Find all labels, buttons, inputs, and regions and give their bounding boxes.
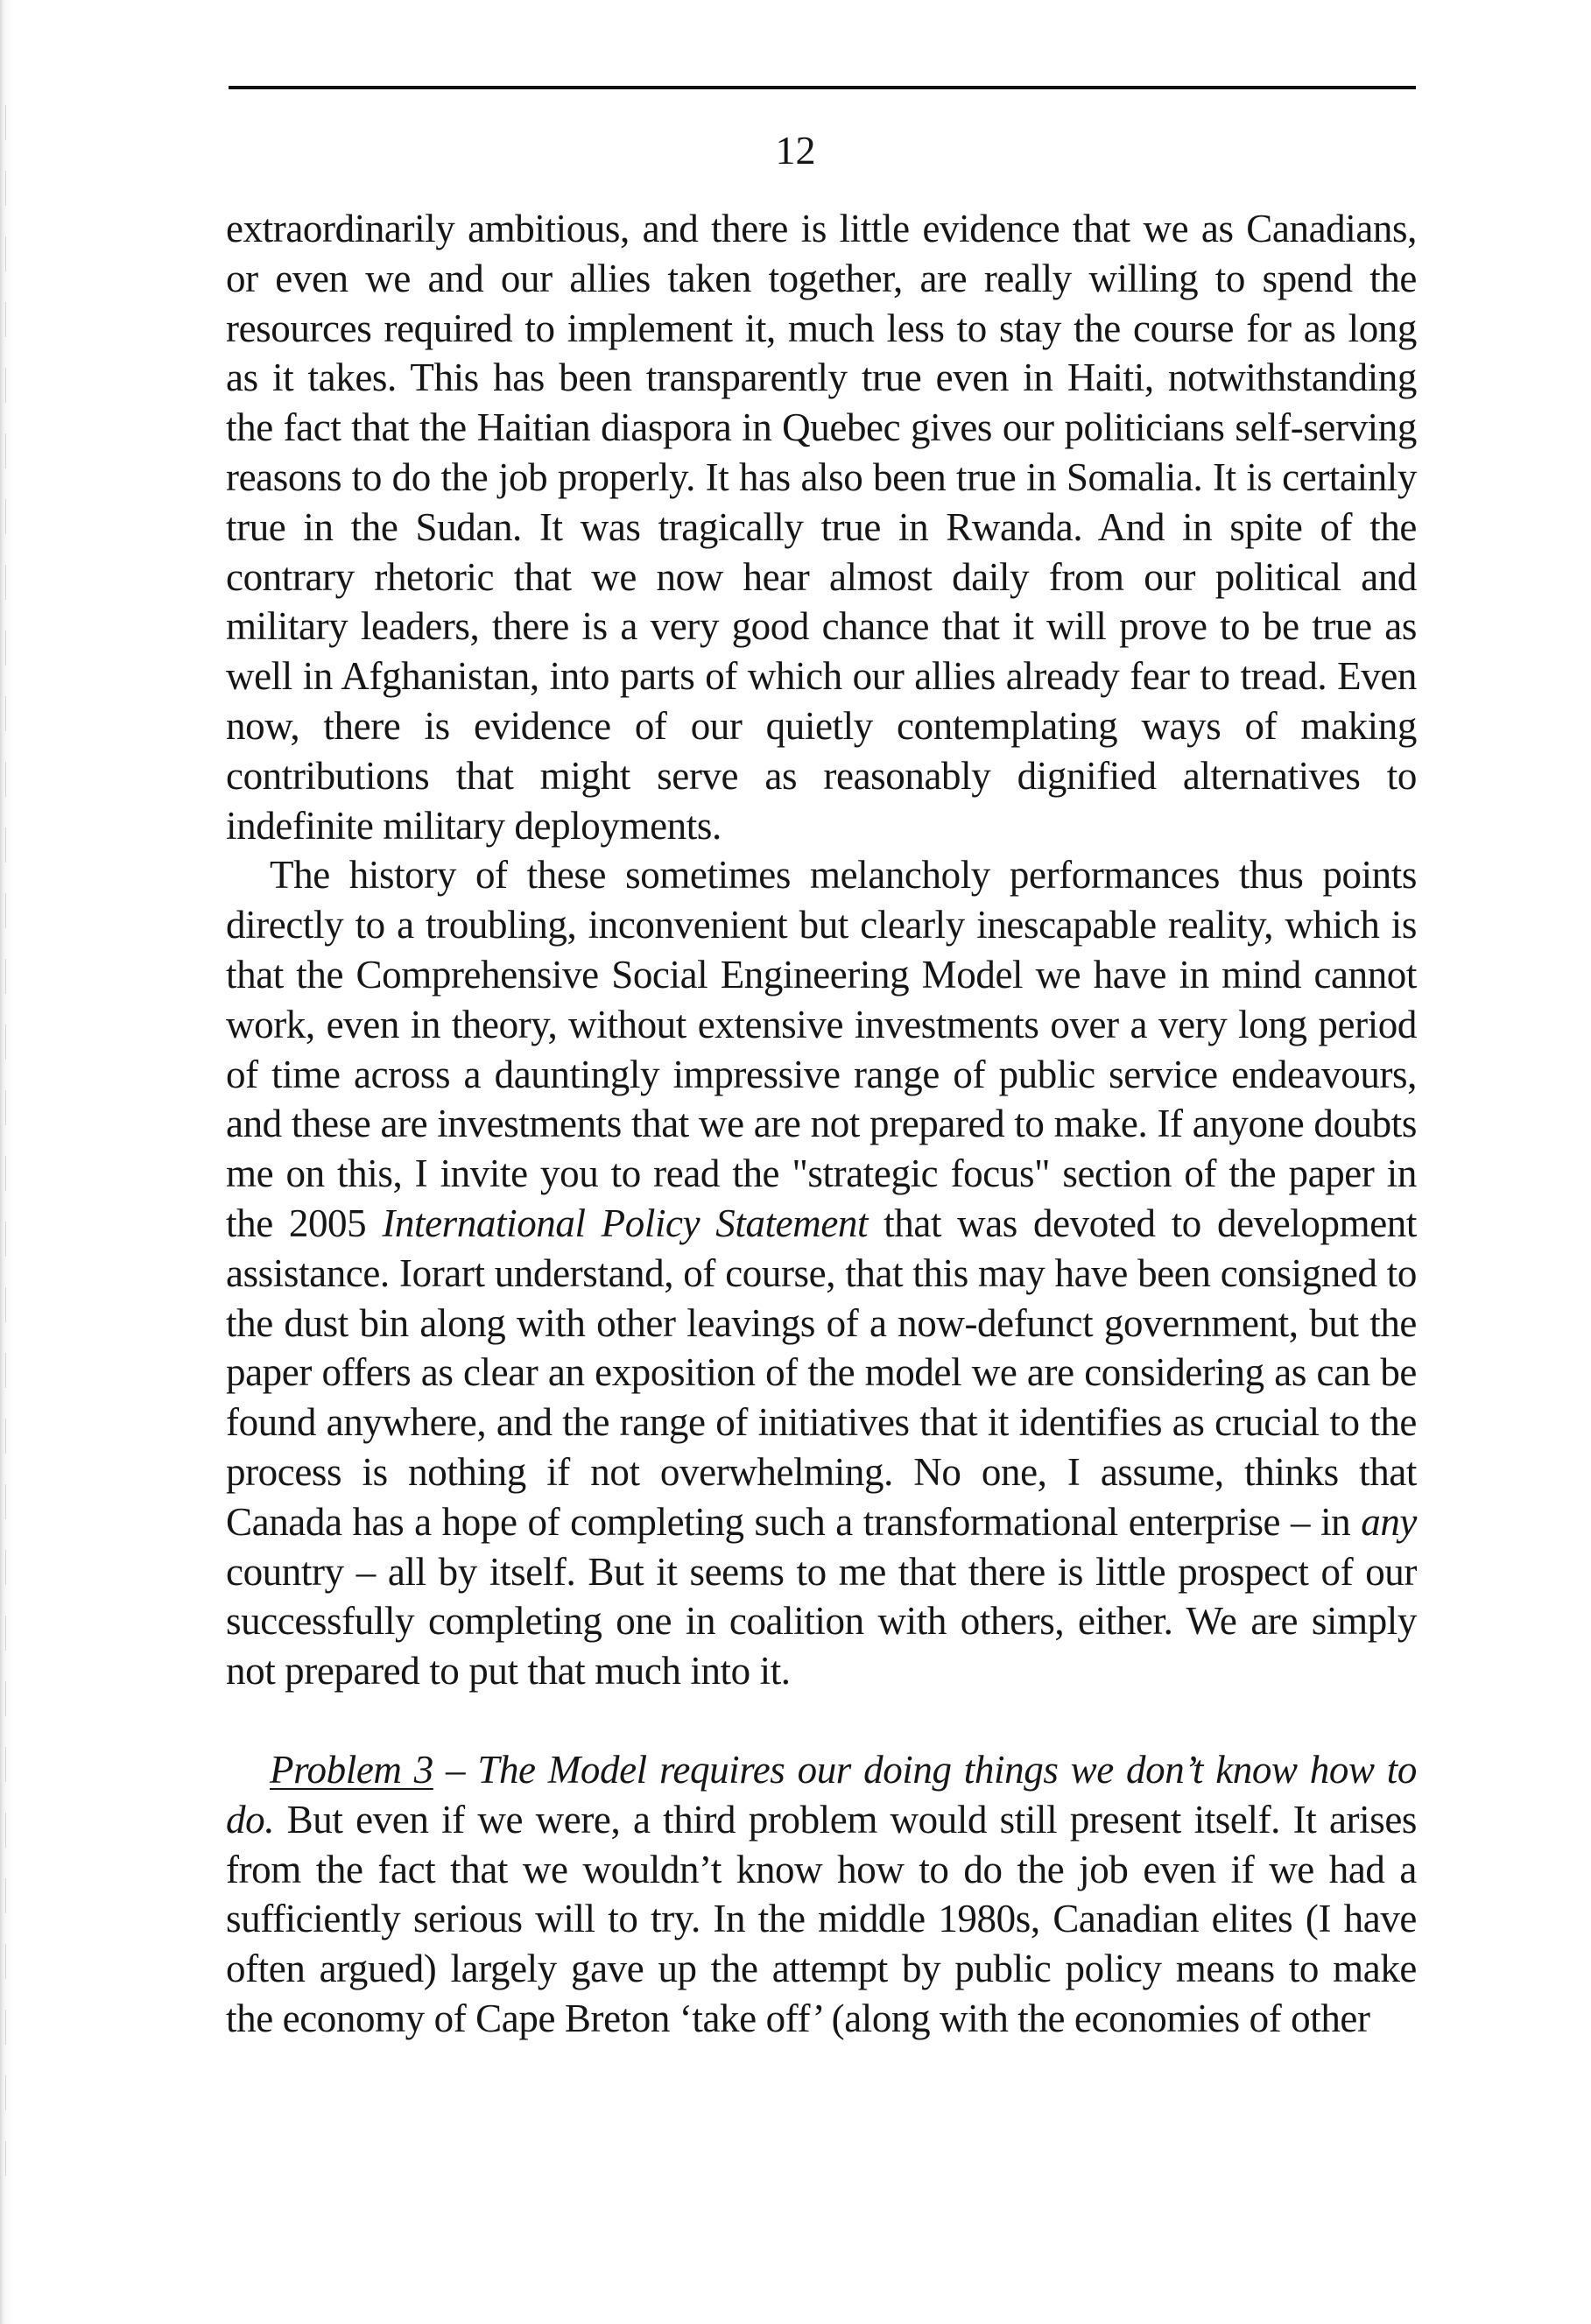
policy-statement-title: International Policy Statement bbox=[382, 1201, 869, 1245]
problem-3-dash: – bbox=[433, 1747, 478, 1792]
paragraph-history-text-1: The history of these sometimes melancholy performances thus points directly to a troubling, inconvenient but clearly inescapable reality, which is that the Comprehensive Social Engineering Model we have in mind cannot work, even in theory, without extensive investments over a very long period of time across a dauntingly impressive range of public service endeavours, and these are investments that we are not prepared to make. If anyone doubts me on this, I invite you to read the "strategic focus" section of the paper in the 2005 bbox=[226, 853, 1417, 1245]
paragraph-continued: extraordinarily ambitious, and there is little evidence that we as Canadians, or even we and our allies taken together, are really willing to spend the resources required to implement it, much less to stay the course for as long as it takes. This has been transparently true even in Haiti, notwithstanding the fact that the Haitian diaspora in Quebec gives our politicians self-serving reasons to do the job properly. It has also been true in Somalia. It is certainly true in the Sudan. It was tragically true in Rwanda. And in spite of the contrary rhetoric that we now hear almost daily from our political and military leaders, there is a very good chance that it will prove to be true as well in Afghanistan, into parts of which our allies already fear to tread. Even now, there is evidence of our quietly contemplating ways of making contributions that might serve as reasonably dignified alternatives to indefinite military deployments. bbox=[226, 207, 1417, 848]
header-rule bbox=[229, 86, 1416, 89]
problem-3-body: But even if we were, a third problem would still present itself. It arises from the fact that we wouldn’t know how to do the job even if we had a sufficiently serious will to try. In the middle 1980s, Canadian elites (I have often argued) largely gave up the attempt by public policy means to make the economy of Cape Breton ‘take off’ (along with the economies of other bbox=[226, 1797, 1417, 2040]
scan-page-edge bbox=[0, 0, 14, 2324]
paragraph-history-text-3: country – all by itself. But it seems to me that there is little prospect of our successfully completing one in coalition with others, either. We are simply not prepared to put that much into it. bbox=[226, 1549, 1417, 1694]
body-text bbox=[226, 204, 1417, 2044]
scan-binding-shadow bbox=[5, 105, 6, 2207]
page-number: 12 bbox=[775, 128, 816, 173]
problem-3-heading: The Model requires our doing things we don’t know how to do. bbox=[226, 1747, 1417, 1842]
emphasis-any: any bbox=[1361, 1499, 1417, 1544]
paragraph-history bbox=[226, 850, 1417, 1696]
paragraph-problem-3 bbox=[226, 1745, 1417, 2044]
paragraph-history-text-2: that was devoted to development assistance. Iorart understand, of course, that this may have been consigned to the dust bin along with other leavings of a now-defunct government, but the paper offers as clear an exposition of the model we are considering as can be found anywhere, and the range of initiatives that it identifies as crucial to the process is nothing if not overwhelming. No one, I assume, thinks that Canada has a hope of completing such a transformational enterprise – in bbox=[226, 1201, 1417, 1544]
problem-3-label: Problem 3 bbox=[270, 1747, 433, 1792]
